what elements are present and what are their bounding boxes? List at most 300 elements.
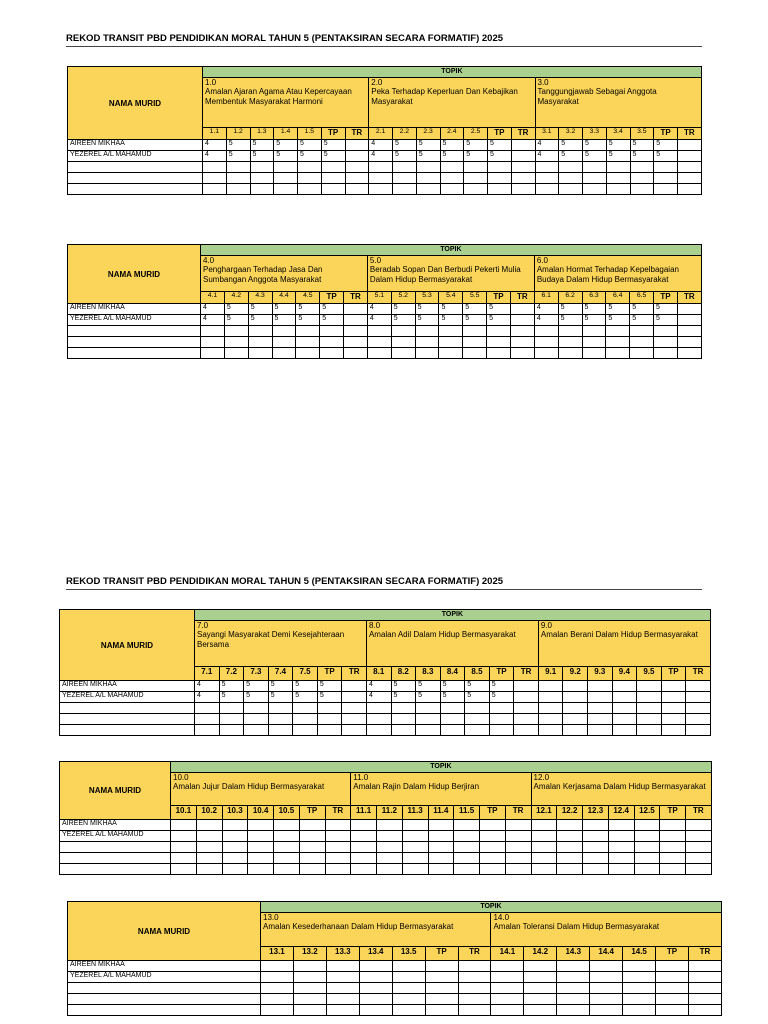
student-name [60,703,195,714]
score-cell [261,994,294,1005]
topic-number: 9.0 [540,621,552,630]
score-cell: 5 [487,315,511,326]
score-cell: 4 [534,315,558,326]
score-cell: 5 [244,681,269,692]
score-cell: 5 [415,304,439,315]
score-cell: 5 [226,151,250,162]
score-cell [367,326,391,337]
score-cell: 5 [606,315,630,326]
score-cell: 5 [248,304,272,315]
score-cell [678,173,702,184]
score-cell [317,725,342,736]
score-cell [425,994,458,1005]
score-cell [325,842,351,853]
score-cell [196,864,222,875]
score-cell [583,162,607,173]
score-cell [293,961,326,972]
score-cell [463,348,487,359]
score-cell [320,326,344,337]
score-cell [583,853,609,864]
score-cell [391,714,416,725]
score-cell [563,714,588,725]
topic-header-7.0 [195,621,367,667]
sub-header-8.5: 8.5 [465,667,490,681]
score-cell: 5 [630,140,654,151]
table-row [68,184,702,195]
score-cell: 5 [393,151,417,162]
score-cell [299,864,325,875]
score-cell [563,703,588,714]
score-cell [342,725,367,736]
score-cell: 5 [317,692,342,703]
sub-header-tr: TR [345,128,369,140]
score-cell [491,1005,524,1016]
score-cell [488,162,512,173]
sub-header-1.1: 1.1 [203,128,227,140]
score-cell [250,184,274,195]
topic-name: Amalan Kesederhanaan Dalam Hidup Bermasyarakat [263,922,454,932]
score-cell [377,820,403,831]
score-cell [606,184,630,195]
score-cell [514,692,539,703]
score-cell [377,864,403,875]
topic-number: 11.0 [353,773,369,782]
sub-header-5.4: 5.4 [439,292,463,304]
score-cell: 5 [296,304,320,315]
score-cell [425,1005,458,1016]
sub-header-2.4: 2.4 [440,128,464,140]
score-cell [196,820,222,831]
score-cell [524,994,557,1005]
topic-name: Amalan Rajin Dalam Hidup Berjiran [353,782,480,792]
score-cell: 5 [559,151,583,162]
score-cell [342,681,367,692]
score-cell: 5 [463,315,487,326]
score-cell [489,725,514,736]
sub-header-9.2: 9.2 [563,667,588,681]
score-cell [511,151,535,162]
sub-header-4.5: 4.5 [296,292,320,304]
score-cell [558,337,582,348]
score-cell [377,831,403,842]
sub-header-tr: TR [686,667,711,681]
score-cell: 5 [440,151,464,162]
sub-header-4.3: 4.3 [248,292,272,304]
topic-name: Amalan Berani Dalam Hidup Bermasyarakat [540,630,698,640]
score-cell [488,184,512,195]
score-cell [511,173,535,184]
table-row [68,1005,722,1016]
topic-header-11.0 [351,773,531,806]
score-cell [298,184,322,195]
student-name: YEZEREL A/L MAHAMUD [68,972,261,983]
sub-header-tp: TP [425,947,458,961]
score-cell [557,994,590,1005]
score-cell [623,994,656,1005]
score-cell [531,820,557,831]
sub-header-tr: TR [511,128,535,140]
score-cell [538,681,563,692]
score-cell: 5 [488,151,512,162]
page-title-bottom: REKOD TRANSIT PBD PENDIDIKAN MORAL TAHUN 5 (PENTAKSIRAN SECARA FORMATIF) 2025 [66,576,504,587]
score-cell [654,337,678,348]
score-cell [678,140,702,151]
score-cell [171,820,197,831]
score-cell: 4 [366,692,391,703]
sub-header-7.5: 7.5 [293,667,318,681]
score-cell [656,994,689,1005]
score-cell [224,326,248,337]
score-cell: 5 [606,140,630,151]
score-cell [274,853,300,864]
student-name: AIREEN MIKHAA [68,961,261,972]
topic-number: 6.0 [536,256,548,265]
score-cell: 5 [250,151,274,162]
score-cell [454,853,480,864]
score-cell [248,864,274,875]
student-name [68,337,201,348]
sub-header-12.3: 12.3 [583,806,609,820]
sub-header-13.2: 13.2 [293,947,326,961]
score-cell [558,348,582,359]
sub-header-tp: TP [488,128,512,140]
title-rule-bottom [66,589,702,590]
table-row [60,864,712,875]
topic-header-14.0 [491,913,721,947]
student-name: YEZEREL A/L MAHAMUD [60,831,171,842]
score-cell [222,831,248,842]
score-cell [480,842,506,853]
score-cell: 5 [274,151,298,162]
score-cell [505,853,531,864]
sub-header-14.5: 14.5 [623,947,656,961]
score-cell [317,703,342,714]
score-cell: 5 [464,140,488,151]
score-cell [248,831,274,842]
score-cell [677,304,701,315]
score-cell [637,703,662,714]
topic-header-6.0 [534,256,701,292]
student-name [60,842,171,853]
score-cell: 5 [440,681,465,692]
score-cell [656,1005,689,1016]
topic-name: Amalan Kerjasama Dalam Hidup Bermasyarakat [533,782,706,792]
table-row [68,315,702,326]
topic-number: 2.0 [371,78,383,87]
score-cell [326,1005,359,1016]
score-cell: 4 [367,315,391,326]
score-cell [351,820,377,831]
table-row [68,994,722,1005]
sub-header-9.1: 9.1 [538,667,563,681]
score-cell [524,983,557,994]
score-cell [454,831,480,842]
score-cell [557,972,590,983]
score-cell [416,173,440,184]
score-cell [274,864,300,875]
score-cell [510,315,534,326]
sub-header-tr: TR [688,947,721,961]
score-cell [326,994,359,1005]
student-name [60,864,171,875]
score-cell: 5 [416,140,440,151]
score-cell [195,714,220,725]
table-row [60,703,711,714]
score-cell [634,820,660,831]
topic-name: Amalan Toleransi Dalam Hidup Bermasyarakat [493,922,660,932]
score-cell [219,714,244,725]
score-cell [661,703,686,714]
record-table-5 [67,901,722,1016]
score-cell [656,972,689,983]
score-cell [392,994,425,1005]
score-cell [171,831,197,842]
score-cell [203,184,227,195]
score-cell [661,692,686,703]
score-cell [402,853,428,864]
sub-header-4.2: 4.2 [224,292,248,304]
score-cell [612,692,637,703]
score-cell [534,326,558,337]
score-cell [359,972,392,983]
table-row [60,831,712,842]
score-cell [480,820,506,831]
score-cell [491,983,524,994]
score-cell [458,972,491,983]
sub-header-3.1: 3.1 [535,128,559,140]
score-cell [688,961,721,972]
score-cell [491,961,524,972]
score-cell: 5 [439,315,463,326]
topic-name: Amalan Adil Dalam Hidup Bermasyarakat [368,630,516,640]
score-cell [606,173,630,184]
score-cell [224,348,248,359]
score-cell [325,864,351,875]
score-cell [563,692,588,703]
score-cell: 5 [630,151,654,162]
sub-header-tp: TP [321,128,345,140]
score-cell [678,151,702,162]
score-cell [677,326,701,337]
sub-header-3.2: 3.2 [559,128,583,140]
score-cell [458,1005,491,1016]
score-cell: 4 [195,692,220,703]
score-cell: 5 [416,681,441,692]
score-cell: 5 [391,304,415,315]
sub-header-1.2: 1.2 [226,128,250,140]
score-cell [440,714,465,725]
score-cell [538,725,563,736]
student-name: AIREEN MIKHAA [68,140,203,151]
score-cell: 4 [369,151,393,162]
score-cell [464,173,488,184]
score-cell [342,692,367,703]
student-name: AIREEN MIKHAA [68,304,201,315]
score-cell [439,348,463,359]
score-cell [391,326,415,337]
score-cell [524,961,557,972]
score-cell: 5 [489,681,514,692]
score-cell [171,853,197,864]
score-cell [440,725,465,736]
score-cell [345,162,369,173]
sub-header-3.5: 3.5 [630,128,654,140]
score-cell [203,162,227,173]
sub-header-11.2: 11.2 [377,806,403,820]
score-cell: 5 [606,304,630,315]
score-cell [274,162,298,173]
topic-header-10.0 [171,773,351,806]
score-cell [454,842,480,853]
score-cell: 4 [203,140,227,151]
score-cell [219,725,244,736]
score-cell [416,703,441,714]
table-row [68,961,722,972]
score-cell [582,348,606,359]
sub-header-2.3: 2.3 [416,128,440,140]
score-cell [244,725,269,736]
sub-header-6.3: 6.3 [582,292,606,304]
score-cell [299,842,325,853]
score-cell [261,972,294,983]
score-cell [660,853,686,864]
score-cell: 5 [274,140,298,151]
score-cell [439,326,463,337]
score-cell: 5 [250,140,274,151]
score-cell [428,864,454,875]
score-cell [293,725,318,736]
score-cell [268,725,293,736]
table-row [60,842,712,853]
sub-header-tr: TR [505,806,531,820]
score-cell [274,820,300,831]
sub-header-tr: TR [325,806,351,820]
score-cell: 4 [203,151,227,162]
score-cell [274,842,300,853]
score-cell [274,173,298,184]
sub-header-11.5: 11.5 [454,806,480,820]
table-row [68,348,702,359]
score-cell [402,831,428,842]
score-cell [261,983,294,994]
table-row [68,173,702,184]
score-cell [244,703,269,714]
score-cell [623,972,656,983]
topic-number: 14.0 [493,913,510,922]
sub-header-tp: TP [489,667,514,681]
score-cell [608,820,634,831]
topic-header-13.0 [261,913,491,947]
score-cell [688,983,721,994]
table-row [68,304,702,315]
score-cell [510,348,534,359]
score-cell [612,714,637,725]
sub-header-6.1: 6.1 [534,292,558,304]
score-cell [320,337,344,348]
score-cell: 5 [248,315,272,326]
score-cell [274,831,300,842]
score-cell [299,831,325,842]
topic-name: Sayangi Masyarakat Demi Kesejahteraan Bersama [197,630,345,649]
table-row [68,972,722,983]
score-cell [326,961,359,972]
score-cell [654,326,678,337]
score-cell [608,864,634,875]
topic-name: Beradab Sopan Dan Berbudi Pekerti Mulia Dalam Hidup Bermasyarakat [369,265,521,284]
score-cell: 5 [320,304,344,315]
score-cell [402,842,428,853]
sub-header-2.5: 2.5 [464,128,488,140]
sub-header-8.1: 8.1 [366,667,391,681]
score-cell [511,162,535,173]
score-cell [660,820,686,831]
score-cell: 5 [293,681,318,692]
score-cell: 5 [489,692,514,703]
score-cell [538,714,563,725]
score-cell [320,348,344,359]
topik-header: TOPIK [195,610,711,621]
record-table-4 [59,761,712,875]
score-cell [261,1005,294,1016]
sub-header-tp: TP [656,947,689,961]
score-cell [583,184,607,195]
score-cell [261,961,294,972]
topic-header-3.0 [535,78,701,128]
score-cell: 5 [583,140,607,151]
score-cell [487,326,511,337]
score-cell [686,853,712,864]
score-cell [317,714,342,725]
score-cell: 5 [298,151,322,162]
score-cell [606,337,630,348]
score-cell [392,983,425,994]
score-cell [244,714,269,725]
score-cell [171,842,197,853]
score-cell: 5 [415,315,439,326]
score-cell [351,864,377,875]
name-column-header: NAMA MURID [68,245,201,304]
score-cell [660,831,686,842]
topic-name: Amalan Ajaran Agama Atau Kepercayaan Membentuk Masyarakat Harmoni [205,87,352,106]
student-name [68,348,201,359]
student-name [68,173,203,184]
sub-header-tp: TP [320,292,344,304]
score-cell [402,820,428,831]
student-name [68,994,261,1005]
score-cell [489,703,514,714]
score-cell: 4 [201,315,225,326]
score-cell [660,864,686,875]
score-cell [583,864,609,875]
score-cell: 5 [416,151,440,162]
score-cell [487,337,511,348]
topic-name: Amalan Hormat Terhadap Kepelbagaian Budaya Dalam Hidup Bermasyarakat [536,265,679,284]
score-cell [588,714,613,725]
score-cell [590,961,623,972]
score-cell [454,820,480,831]
score-cell [428,820,454,831]
score-cell [366,703,391,714]
score-cell [630,162,654,173]
score-cell [623,1005,656,1016]
score-cell [428,831,454,842]
score-cell [590,1005,623,1016]
score-cell [366,725,391,736]
score-cell [203,173,227,184]
score-cell: 5 [488,140,512,151]
record-table-3 [59,609,711,736]
score-cell [428,842,454,853]
